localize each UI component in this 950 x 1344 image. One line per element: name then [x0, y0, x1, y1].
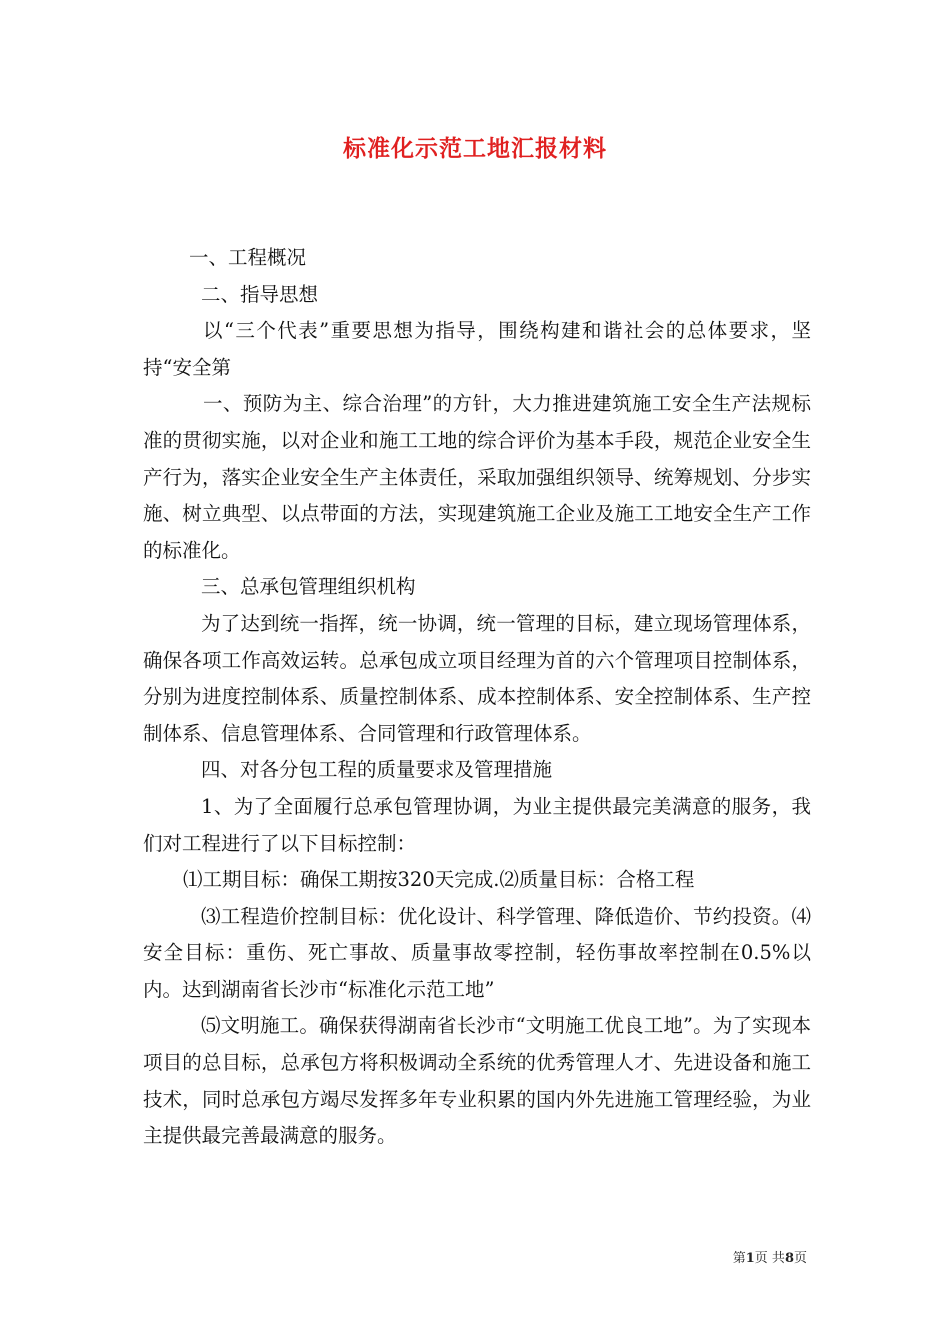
paragraph-schedule-quality-goals: ⑴工期目标：确保工期按320天完成.⑵质量目标：合格工程	[183, 868, 695, 892]
paragraph-organization: 为了达到统一指挥，统一协调，统一管理的目标，建立现场管理体系，确保各项工作高效运转。总承包成立项目经理为首的六个管理项目控制体系，分别为进度控制体系、质量控制体系、成本控制体系、安全控制体系、生产控制体系、信息管理体系、合同管理和行政管理体系。	[143, 611, 811, 745]
section-heading-overview: 一、工程概况	[189, 246, 307, 269]
footer-suffix: 页	[793, 1251, 807, 1266]
footer-current-page: 1	[745, 1251, 755, 1266]
paragraph-target-control: 1、为了全面履行总承包管理协调，为业主提供最完美满意的服务，我们对工程进行了以下目标控制：	[143, 794, 811, 855]
footer-prefix: 第	[732, 1251, 746, 1266]
section-heading-guiding-ideology: 二、指导思想	[201, 282, 319, 306]
page-number-footer	[733, 1250, 807, 1268]
paragraph-civilized-construction: ⑸文明施工。确保获得湖南省长沙市“文明施工优良工地”。为了实现本项目的总目标，总承包方将积极调动全系统的优秀管理人才、先进设备和施工技术，同时总承包方竭尽发挥多年专业积累的国内外先进施工管理经验，为业主提供最完善最满意的服务。	[143, 1014, 811, 1148]
section-heading-quality-requirements: 四、对各分包工程的质量要求及管理措施	[201, 758, 553, 782]
paragraph-safety-policy: 一、预防为主、综合治理”的方针，大力推进建筑施工安全生产法规标准的贯彻实施，以对企业和施工工地的综合评价为基本手段，规范企业安全生产行为，落实企业安全生产主体责任，采取加强组织领导、统筹规划、分步实施、树立典型、以点带面的方法，实现建筑施工企业及施工工地安全生产工作的标准化。	[143, 392, 811, 562]
footer-middle: 页 共	[754, 1251, 785, 1266]
paragraph-guiding-ideology: 以“三个代表”重要思想为指导，围绕构建和谐社会的总体要求，坚持“安全第	[143, 319, 811, 379]
footer-total-pages: 8	[784, 1251, 794, 1266]
document-body	[143, 240, 811, 1155]
paragraph-cost-safety-goals: ⑶工程造价控制目标：优化设计、科学管理、降低造价、节约投资。⑷安全目标：重伤、死亡事故、质量事故零控制，轻伤事故率控制在0.5%以内。达到湖南省长沙市“标准化示范工地”	[143, 904, 811, 1001]
section-heading-organization: 三、总承包管理组织机构	[201, 575, 416, 599]
document-title: 标准化示范工地汇报材料	[343, 135, 607, 162]
